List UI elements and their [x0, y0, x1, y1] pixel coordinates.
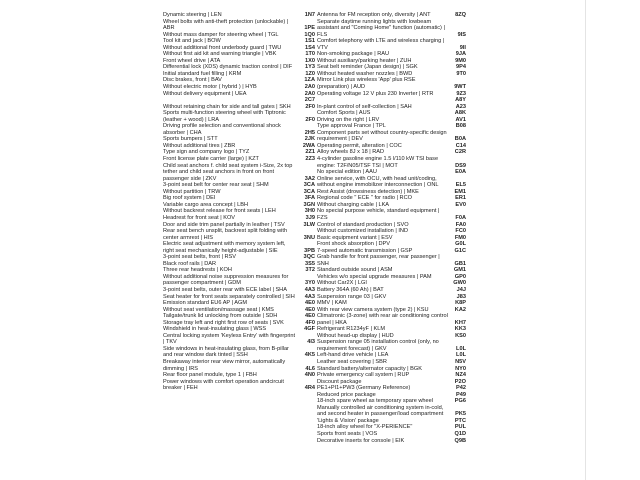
- option-description: 4-cylinder gasoline engine 1.5 l/110 kW TSI base engine: T2F/N05/TSF TSI | MOT: [317, 156, 439, 169]
- option-code: N5V: [455, 358, 466, 365]
- option-description: Without backrest release for front seats | LEH: [163, 208, 276, 215]
- option-description: Online service, with OCU, with head unit/coding, without engine immobilizer interconnection | ONL: [317, 175, 439, 189]
- option-code: 2A0: [304, 84, 315, 91]
- option-description: Windshield in heat-insulating glass | WSS: [163, 326, 267, 333]
- option-code: EL5: [455, 182, 466, 189]
- option-description: Alloy wheels 8J x 18 | RAD: [317, 149, 385, 156]
- option-description: Left-hand drive vehicle | LEA: [317, 352, 389, 359]
- option-code: P42: [456, 385, 466, 392]
- option-code: 4K5: [304, 352, 315, 359]
- option-description: Discount package: [317, 378, 362, 385]
- option-row: [317, 405, 466, 418]
- option-description: Standard battery/alternator capacity | BGK: [317, 365, 422, 372]
- option-code: G0L: [455, 241, 466, 248]
- option-code: 1S1: [305, 38, 315, 45]
- option-description: Tailgate/trunk lid unlocking from outside | SDH: [163, 313, 278, 320]
- option-code: 9M0: [455, 57, 466, 64]
- option-description: Non-smoking package | RAU: [317, 51, 390, 58]
- option-description: Wheel bolts with anti-theft protection (unlockable) | ABR: [163, 18, 289, 32]
- option-code: A8Y: [455, 97, 466, 104]
- option-row: [317, 339, 466, 352]
- option-code: GW0: [453, 280, 466, 287]
- option-description: Rest Assist (drowsiness detection) | MKE: [317, 188, 419, 195]
- option-description: Central locking system 'Keyless Entry' with fingerprint | TKV: [163, 332, 296, 346]
- option-row: [317, 91, 466, 98]
- option-row: [317, 254, 466, 267]
- option-code: 3S5: [305, 260, 315, 267]
- option-code: 1S4: [305, 44, 315, 51]
- option-code: KA2: [454, 306, 466, 313]
- option-code: AV1: [455, 116, 466, 123]
- option-description: Sports multi-function steering wheel with Tiptronic (leather + wood) | LRA: [163, 110, 286, 123]
- option-description: Antenna for FM reception only, diversity | ANT: [317, 12, 431, 18]
- margin-rule: [585, 0, 586, 480]
- option-row: [163, 123, 315, 136]
- option-code: L0L: [456, 352, 466, 359]
- option-description: Comfort telephony with LTE and wireless charging | VTV: [317, 38, 445, 51]
- option-code: PK5: [455, 411, 466, 418]
- option-description: Vehicles w/o special upgrade measures | PAM: [317, 273, 432, 280]
- option-code: 4A3: [304, 293, 315, 300]
- option-description: No special edition | AAU: [317, 169, 377, 176]
- option-code: 4E0: [305, 306, 315, 313]
- option-code: 2Z3: [305, 156, 315, 163]
- option-description: Grab handle for front passenger, rear passenger | SNH: [317, 254, 440, 267]
- option-description: Initial standard fuel filling | KRM: [163, 70, 242, 77]
- option-code: K8P: [455, 300, 466, 307]
- option-code: 1X0: [305, 57, 315, 64]
- option-description: Without auxiliary/parking heater | ZUH: [317, 57, 412, 64]
- option-description: Electric seat adjustment with memory system left, right seat mechanically height-adjustable | SIE: [163, 241, 286, 254]
- option-description: Suspension range 03 | GKV: [317, 293, 387, 300]
- option-code: 3PB: [304, 247, 315, 254]
- option-description: Without head-up display | HUD: [317, 332, 394, 339]
- option-description: Big roof system | DEI: [163, 195, 216, 202]
- option-row: [163, 110, 315, 123]
- option-row: [317, 208, 466, 221]
- option-description: Front wheel drive | ATA: [163, 57, 221, 64]
- option-description: Without customized installation | IND: [317, 228, 408, 235]
- option-description: Climatronic (3-zone) with rear air conditioning control panel | HKA: [317, 313, 448, 326]
- option-code: J4J: [456, 286, 466, 293]
- option-code: 3H0: [304, 208, 315, 215]
- option-code: 1Y3: [305, 64, 315, 71]
- option-code: 3A2: [304, 175, 315, 182]
- option-code: PUL: [454, 424, 466, 431]
- option-description: Power windows with comfort operation andcircuit breaker | FEH: [163, 378, 284, 392]
- option-description: Comfort Sports | AUS: [317, 110, 371, 117]
- option-description: 18-inch alloy wheel for "X-PERIENCE": [317, 424, 413, 431]
- option-description: Differential lock (XDS) dynamic traction control | DIF: [163, 64, 293, 71]
- option-code: 1T0: [305, 51, 315, 58]
- option-description: Private emergency call system | RUP: [317, 372, 410, 379]
- option-description: Sports bumpers | STT: [163, 136, 218, 143]
- option-code: 4R4: [304, 385, 315, 392]
- option-code: 4N0: [304, 372, 315, 379]
- option-code: 2JK: [304, 136, 315, 143]
- option-description: Type approval France | TPL: [317, 123, 386, 130]
- option-row: [317, 176, 466, 189]
- option-description: Door and side trim panel partially in leather | TSV: [163, 221, 285, 228]
- option-description: Suspension range 05 installation control (only, no requirement forecast) | GKV: [317, 339, 439, 352]
- option-description: Operating voltage 12 V plus 230 Inverter | RTR: [317, 90, 434, 97]
- option-code: 2F0: [305, 103, 315, 110]
- option-description: Headrest for front seat | KOV: [163, 214, 236, 221]
- option-code: 9WT: [454, 84, 466, 91]
- option-row: [163, 333, 315, 346]
- option-code: 1PE: [304, 25, 315, 32]
- option-description: Dynamic steering | LEN: [163, 12, 222, 18]
- option-description: Reduced price package: [317, 391, 376, 398]
- option-code: EV0: [455, 201, 466, 208]
- option-code: 8ZQ: [455, 12, 466, 18]
- option-description: Regional code " ECE " for radio | RCO: [317, 195, 412, 202]
- option-code: 9II: [459, 44, 466, 51]
- option-description: Breakaway interior rear view mirror, automatically dimming | IRS: [163, 358, 286, 372]
- option-row: [317, 438, 466, 445]
- option-description: 7-speed automatic transmission | GSP: [317, 247, 413, 254]
- option-description: Side windows in heat-insulating glass, from B-pillar and rear window dark tinted | SSH: [163, 345, 289, 359]
- option-code: G1C: [454, 247, 466, 254]
- option-code: PTC: [454, 417, 466, 424]
- option-description: Decorative inserts for console | EIK: [317, 437, 405, 444]
- option-code: 2C7: [304, 97, 315, 104]
- option-code: GM1: [453, 267, 466, 274]
- option-row: [317, 19, 466, 39]
- option-code: 4E0: [305, 300, 315, 307]
- option-description: Front shock absorption | DPV: [317, 241, 390, 248]
- option-description: Without additional tires | ZBR: [163, 142, 236, 149]
- option-description: Basic equipment variant | ESV: [317, 234, 393, 241]
- option-description: Rear floor panel module, type 1 | FBH: [163, 372, 257, 379]
- option-code: 3Y0: [305, 280, 315, 287]
- option-row: [317, 313, 466, 326]
- option-description: 18-inch spare wheel as temporary spare wheel: [317, 398, 433, 405]
- option-code: 1N7: [304, 12, 315, 18]
- option-description: Without mass damper for steering wheel | TGL: [163, 31, 279, 38]
- option-description: In-plant control of self-collection | SAH: [317, 103, 412, 110]
- option-code: GP0: [454, 273, 466, 280]
- option-row: [163, 163, 315, 183]
- option-row: [163, 346, 315, 359]
- option-code: KS0: [455, 332, 466, 339]
- option-description: Three rear headrests | KOH: [163, 267, 232, 274]
- option-description: Without seat ventilation/massage seat | KMS: [163, 306, 274, 313]
- option-description: Battery 364A (60 Ah) | BAT: [317, 286, 384, 293]
- option-code: B0A: [454, 136, 466, 143]
- option-code: 3J9: [305, 214, 315, 221]
- option-code: Q9B: [454, 437, 466, 444]
- option-description: Without electric motor ( hybrid ) | HYB: [163, 84, 257, 91]
- option-code: C2R: [454, 149, 466, 156]
- option-description: Front license plate carrier (large) | KZT: [163, 156, 259, 163]
- option-row: [317, 77, 466, 90]
- option-code: DS9: [455, 162, 466, 169]
- option-description: Leather seat covering | SBR: [317, 358, 387, 365]
- option-code: NY0: [455, 365, 466, 372]
- option-description: Disc brakes, front | BAV: [163, 77, 222, 84]
- option-description: Operating permit, alteration | COC: [317, 142, 402, 149]
- option-code: PG6: [454, 398, 466, 405]
- option-code: 3CA: [303, 182, 315, 189]
- option-description: 3-point seat belts, front | RSV: [163, 254, 236, 261]
- option-code: 1ZA: [304, 77, 315, 84]
- option-code: 2A0: [304, 90, 315, 97]
- option-code: 9Z3: [456, 90, 466, 97]
- option-description: Seat belt reminder (Japan design) | SGK: [317, 64, 418, 71]
- option-description: Without delivery equipment | UEA: [163, 90, 247, 97]
- option-description: Component parts set without country-specific design requirement | DEV: [317, 129, 447, 143]
- option-code: KK3: [454, 326, 466, 333]
- option-code: 4F0: [305, 319, 315, 326]
- option-description: Tool kit and jack | BOW: [163, 38, 221, 45]
- option-description: Refrigerant R1234yF | KLM: [317, 326, 385, 333]
- option-code: Q1D: [454, 431, 466, 437]
- option-description: Driving profile selection and conventional shock absorber | CHA: [163, 123, 281, 136]
- option-description: Without additional noise suppression measures for passenger compartment | GDM: [163, 273, 289, 287]
- option-code: NZ4: [455, 372, 466, 379]
- option-description: 3-point seat belt for center rear seat | SHM: [163, 182, 269, 189]
- option-row: [163, 274, 315, 287]
- option-description: 'Lights & Vision' package: [317, 417, 379, 424]
- option-code: B08: [455, 123, 466, 130]
- option-code: 2Z1: [305, 149, 315, 156]
- option-description: Without partition | TRW: [163, 188, 221, 195]
- options-list-left: [163, 12, 315, 480]
- option-code: 2WA: [302, 142, 315, 149]
- option-code: 2H5: [304, 129, 315, 136]
- option-code: FC0: [455, 228, 466, 235]
- option-code: A8K: [454, 110, 466, 117]
- option-description: Driving on the right | LRV: [317, 116, 380, 123]
- option-row: [163, 91, 315, 98]
- option-code: 3NU: [303, 234, 315, 241]
- option-code: 9P4: [456, 64, 466, 71]
- option-code: 9IS: [457, 31, 466, 38]
- option-description: Standard outside sound | ASM: [317, 267, 393, 274]
- option-description: Without heated washer nozzles | BWD: [317, 70, 413, 77]
- option-code: P2O: [454, 378, 466, 385]
- option-description: Seat heater for front seats separately controlled | SIH: [163, 293, 295, 300]
- option-description: No special purpose vehicle, standard equipment | FZS: [317, 208, 440, 221]
- option-description: Storage tray left and right first row of seats | SVK: [163, 319, 284, 326]
- option-description: 3-point seat belts, outer rear with ECE label | SHA: [163, 286, 287, 293]
- option-code: 4L6: [305, 365, 315, 372]
- option-code: C14: [455, 142, 466, 149]
- option-description: Child seat anchors f. child seat system i-Size, 2x top tether and child seat anchors in front on front passenger side | ZKV: [163, 162, 293, 182]
- option-description: Without additional front underbody guard | TWU: [163, 44, 282, 51]
- option-code: FM0: [454, 234, 466, 241]
- option-code: 9T0: [456, 70, 466, 77]
- option-description: Control of standard production | SVO: [317, 221, 409, 228]
- option-description: PE1+PI1+PW3 (Germany Reference): [317, 385, 411, 392]
- option-description: Mirror Link plus wireless 'App' plus RSE (preparation) | AUD: [317, 77, 416, 91]
- option-code: 3FA: [304, 195, 315, 202]
- option-description: Without charging cable | LKA: [317, 201, 390, 208]
- option-code: EM1: [454, 188, 466, 195]
- option-description: Without first aid kit and warning triangle | VBK: [163, 51, 277, 58]
- option-code: 3QC: [303, 254, 315, 261]
- option-row: [317, 130, 466, 143]
- option-row: [163, 379, 315, 392]
- option-description: MMV | KAM: [317, 300, 347, 307]
- option-row: [163, 241, 315, 254]
- option-code: 3LW: [303, 221, 315, 228]
- option-row: [163, 228, 315, 241]
- option-code: E0A: [455, 169, 466, 176]
- option-code: 3GN: [303, 201, 315, 208]
- option-code: F0A: [455, 214, 466, 221]
- option-code: 4E0: [305, 313, 315, 320]
- option-code: 1Q0: [304, 31, 315, 38]
- option-code: 3CA: [303, 188, 315, 195]
- option-code: FA0: [455, 221, 466, 228]
- option-code: 3T2: [305, 267, 315, 274]
- option-row: [317, 38, 466, 51]
- option-code: J83: [456, 293, 466, 300]
- option-description: Sports front seats | VOS: [317, 431, 378, 437]
- options-list-right: [317, 12, 466, 480]
- option-description: Type sign and company logo | TYZ: [163, 149, 250, 156]
- option-code: 1Z0: [305, 70, 315, 77]
- option-code: A23: [455, 103, 466, 110]
- option-description: Rear seat bench unsplit, backrest split folding with center armrest | HIS: [163, 228, 288, 241]
- option-description: Emission standard EU6 AP | AGM: [163, 300, 248, 307]
- option-code: 4GF: [304, 326, 315, 333]
- option-code: 4I3: [307, 339, 315, 346]
- option-code: 4A3: [304, 286, 315, 293]
- option-description: Without retaining chain for side and tall gates | SKH: [163, 103, 291, 110]
- option-code: P49: [456, 391, 466, 398]
- option-code: 9JA: [455, 51, 466, 58]
- option-description: Black roof rails | DAR: [163, 260, 217, 267]
- option-description: Without Car2X | LGI: [317, 280, 367, 287]
- option-code: ER1: [455, 195, 466, 202]
- option-description: Variable cargo area concept | LBH: [163, 201, 248, 208]
- option-code: L0L: [456, 345, 466, 352]
- option-row: [317, 156, 466, 169]
- option-description: Separate daytime running lights with lowbeam assistant and "Coming Home" function (automatic) | FLS: [317, 18, 445, 38]
- option-description: Manually controlled air conditioning system in-cold, and second heater in passenger/load compartment: [317, 404, 444, 418]
- option-row: [163, 19, 315, 32]
- option-code: KH7: [454, 319, 466, 326]
- option-code: 2F0: [305, 116, 315, 123]
- option-description: With rear view camera system (type 2) | KSU: [317, 306, 429, 313]
- option-code: GB1: [454, 260, 466, 267]
- option-row: [163, 359, 315, 372]
